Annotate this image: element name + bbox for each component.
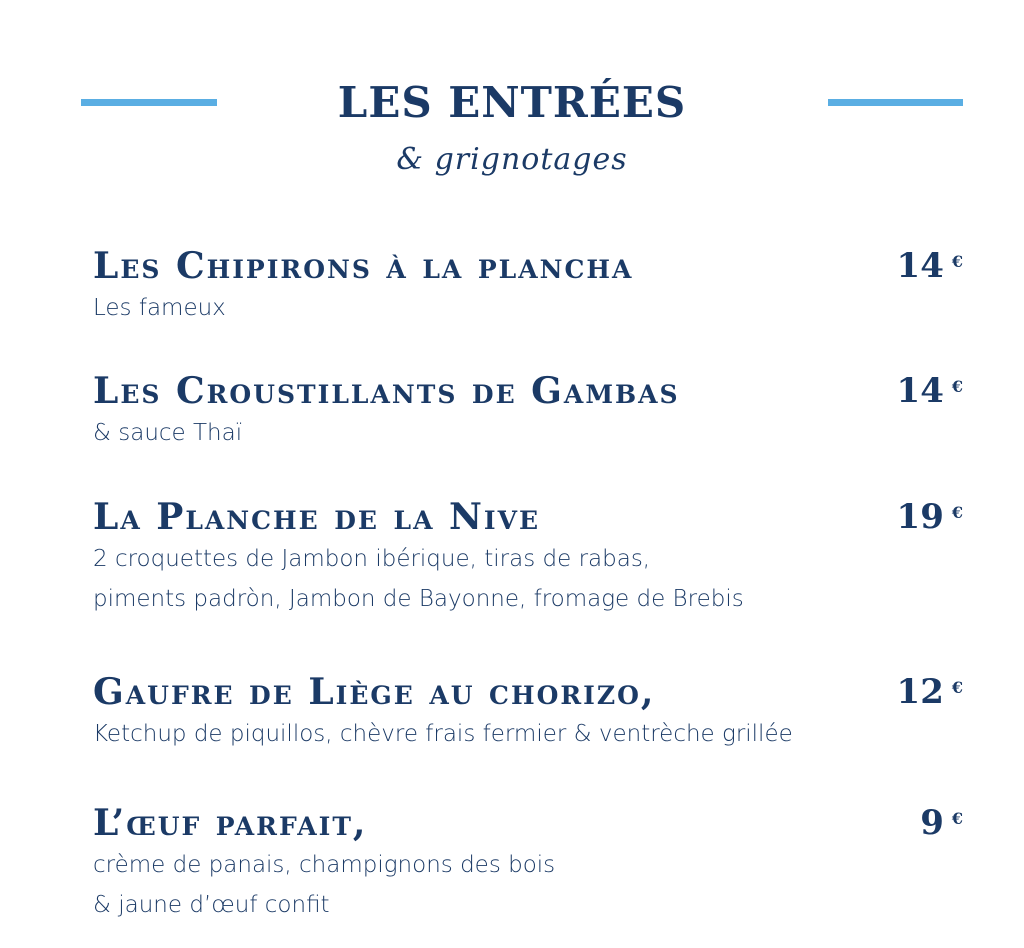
menu-item-price [897,495,963,539]
menu-item-price [897,244,963,288]
menu-item-name: La Planche de la Nive [93,496,541,538]
price-value: 12 [896,672,944,712]
currency-symbol: € [951,503,963,522]
menu-item-description: Les fameux [93,295,226,321]
currency-symbol: € [951,252,963,271]
menu-item [93,801,963,925]
section-subtitle: & grignotages [396,142,628,177]
menu-item-description: piments padròn, Jambon de Bayonne, fromage de Brebis [93,586,744,612]
currency-symbol: € [951,678,963,697]
menu-item-name: Gaufre de Liège au chorizo, [93,671,656,713]
menu-item [93,369,963,453]
currency-symbol: € [951,377,963,396]
menu-item-description: crème de panais, champignons des bois [93,852,556,878]
price-value: 19 [896,497,944,537]
menu-item-price [897,670,963,714]
price-value: 14 [896,371,944,411]
menu-item-price [920,801,963,845]
price-value: 9 [920,803,944,843]
menu-item-price [897,369,963,413]
menu-item-description: & jaune d’œuf confit [93,892,330,918]
menu-item-description: & sauce Thaï [93,420,243,446]
menu-item [93,495,963,619]
section-title: LES ENTRÉES [337,78,687,127]
menu-item-name: L’œuf parfait, [93,802,368,844]
menu-item [93,670,963,754]
menu-item-name: Les Chipirons à la plancha [93,245,634,287]
currency-symbol: € [951,809,963,828]
menu-item-description: 2 croquettes de Jambon ibérique, tiras de rabas, [93,546,651,572]
price-value: 14 [896,246,944,286]
menu-item [93,244,963,328]
menu-item-name: Les Croustillants de Gambas [93,370,680,412]
menu-item-description: Ketchup de piquillos, chèvre frais fermier & ventrèche grillée [93,721,793,747]
